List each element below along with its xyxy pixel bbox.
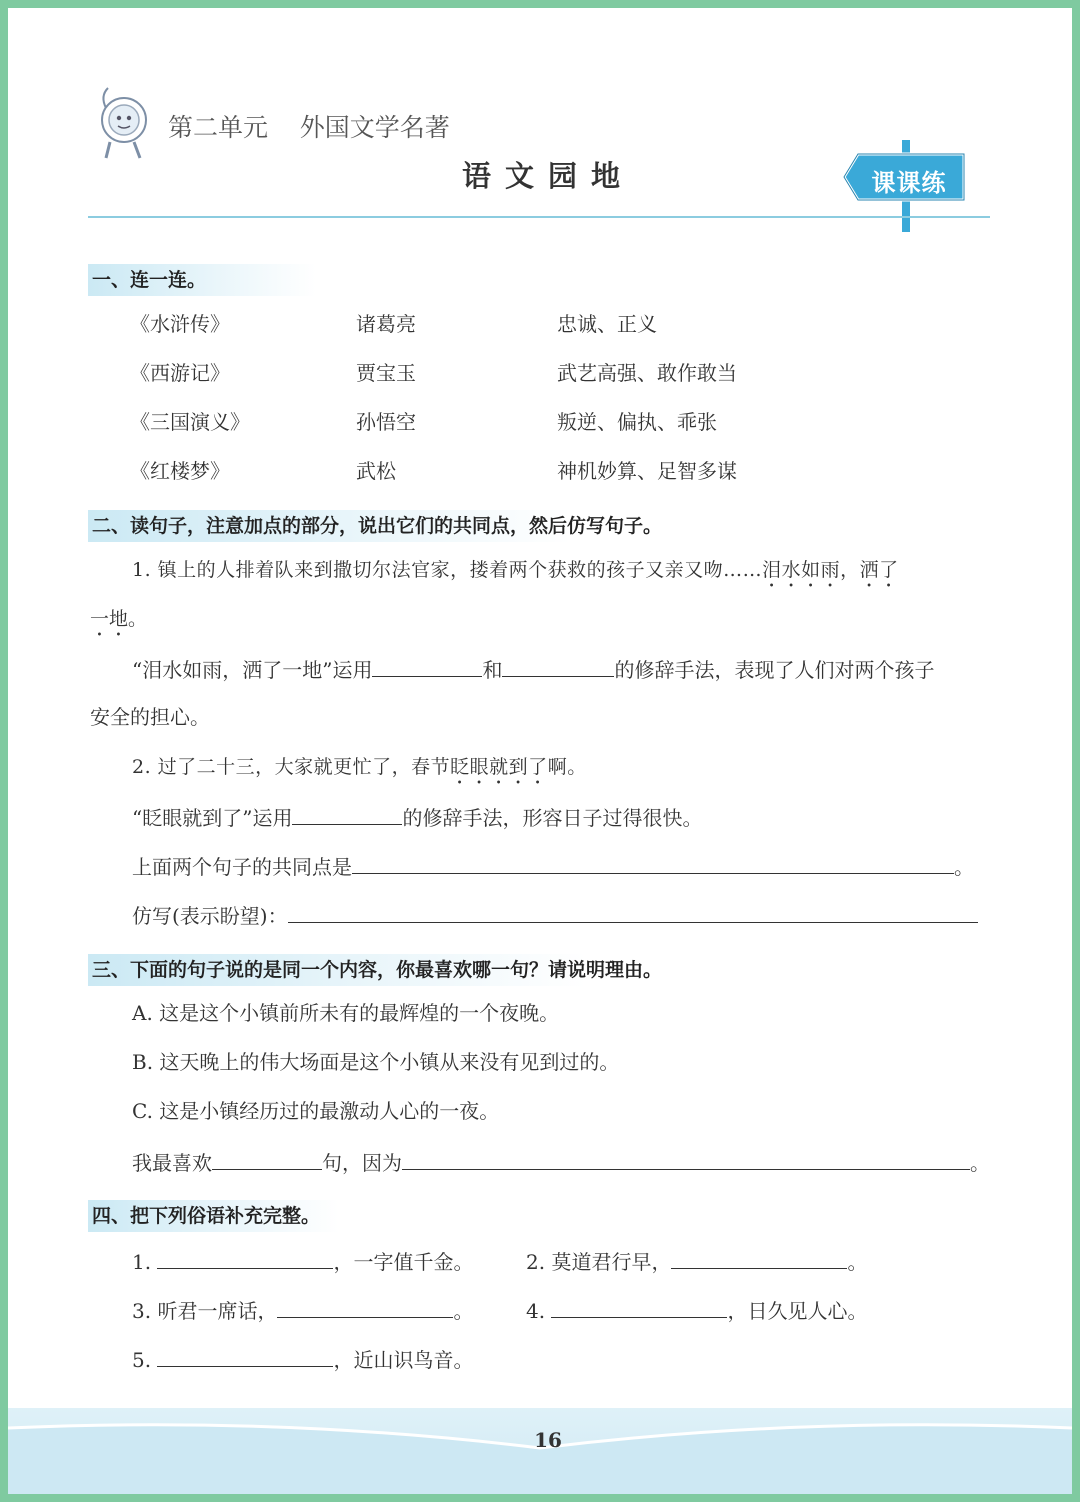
item-number: 4. — [526, 1299, 546, 1323]
page-number: 16 — [534, 1428, 562, 1452]
proverb-text: ，一字值千金。 — [333, 1250, 474, 1274]
answer-blank[interactable] — [292, 802, 402, 825]
proverb-text: 莫道君行早， — [551, 1250, 672, 1274]
question-1-sentence-cont — [90, 605, 147, 641]
prompt-end: 。 — [970, 1151, 990, 1175]
question-2-prompt — [132, 802, 702, 832]
sentence-end: 。 — [128, 608, 148, 630]
proverb-text: ，近山识鸟音。 — [333, 1348, 474, 1372]
question-1-sentence — [132, 556, 899, 592]
character-trait: 神机妙算、足智多谋 — [557, 459, 737, 483]
header-divider — [88, 216, 990, 218]
book-title: 《三国演义》 — [130, 410, 250, 434]
answer-blank[interactable] — [212, 1147, 322, 1170]
question-1-prompt-cont: 安全的担心。 — [90, 705, 210, 729]
sentence-text: 啊。 — [547, 756, 587, 778]
prompt-text: 句，因为 — [322, 1151, 402, 1175]
proverb-item — [526, 1246, 867, 1276]
prompt-end: 。 — [954, 855, 974, 879]
character-trait: 忠诚、正义 — [557, 312, 657, 336]
unit-title: 第二单元 外国文学名著 — [168, 113, 450, 142]
character-name: 孙悟空 — [356, 410, 416, 434]
proverb-item — [132, 1295, 473, 1325]
lesson-title: 语文园地 — [461, 159, 634, 193]
prompt-text: 上面两个句子的共同点是 — [132, 855, 352, 879]
character-name: 武松 — [356, 459, 396, 483]
answer-blank[interactable] — [671, 1246, 847, 1269]
answer-blank[interactable] — [551, 1295, 727, 1318]
proverb-item — [132, 1344, 473, 1374]
character-name: 诸葛亮 — [356, 312, 416, 336]
book-title: 《红楼梦》 — [130, 459, 230, 483]
proverb-item — [526, 1295, 867, 1325]
proverb-end: 。 — [847, 1250, 868, 1274]
character-trait: 叛逆、偏执、乖张 — [557, 410, 717, 434]
answer-blank[interactable] — [402, 1147, 970, 1170]
prompt-text: “眨眼就到了”运用 — [132, 806, 293, 830]
dotted-phrase: 泪水如雨，洒了 — [762, 559, 899, 581]
answer-blank[interactable] — [352, 851, 954, 874]
prompt-text: “泪水如雨，洒了一地”运用 — [132, 658, 373, 682]
character-trait: 武艺高强、敢作敢当 — [557, 361, 737, 385]
favorite-answer — [132, 1147, 990, 1177]
character-name: 贾宝玉 — [356, 361, 416, 385]
section-4-title: 四、把下列俗语补充完整。 — [88, 1200, 422, 1232]
proverb-text: ，日久见人心。 — [727, 1299, 868, 1323]
option-a: A. 这是这个小镇前所未有的最辉煌的一个夜晚。 — [132, 1001, 560, 1025]
imitate-prompt — [132, 900, 978, 930]
proverb-item — [132, 1246, 473, 1276]
answer-blank[interactable] — [157, 1344, 333, 1367]
dotted-phrase: 一地 — [90, 608, 129, 630]
sentence-text: 2. 过了二十三，大家就更忙了，春节 — [132, 756, 451, 778]
proverb-text: 听君一席话， — [157, 1299, 278, 1323]
answer-blank[interactable] — [502, 654, 614, 677]
item-number: 2. — [526, 1250, 546, 1274]
answer-blank[interactable] — [372, 654, 482, 677]
astronaut-mascot-icon — [92, 78, 162, 168]
answer-blank[interactable] — [277, 1295, 453, 1318]
book-title: 《水浒传》 — [130, 312, 230, 336]
answer-blank[interactable] — [157, 1246, 333, 1269]
prompt-text: 的修辞手法，表现了人们对两个孩子 — [614, 658, 935, 682]
badge-label: 课课练 — [871, 169, 947, 197]
dotted-phrase: 眨眼就到了 — [450, 756, 548, 778]
prompt-text: 和 — [482, 658, 503, 682]
question-2-sentence — [132, 753, 587, 789]
option-b: B. 这天晚上的伟大场面是这个小镇从来没有见到过的。 — [132, 1050, 620, 1074]
item-number: 1. — [132, 1250, 152, 1274]
option-c: C. 这是小镇经历过的最激动人心的一夜。 — [132, 1099, 500, 1123]
prompt-text: 我最喜欢 — [132, 1151, 212, 1175]
section-1-title: 一、连一连。 — [88, 264, 392, 296]
question-1-prompt — [132, 654, 934, 684]
item-number: 5. — [132, 1348, 152, 1372]
sentence-text: 1. 镇上的人排着队来到撒切尔法官家，搂着两个获救的孩子又亲又吻…… — [132, 559, 763, 581]
answer-blank[interactable] — [288, 900, 978, 923]
proverb-end: 。 — [453, 1299, 474, 1323]
section-2-title: 二、读句子，注意加点的部分，说出它们的共同点，然后仿写句子。 — [88, 510, 732, 542]
item-number: 3. — [132, 1299, 152, 1323]
section-3-title: 三、下面的句子说的是同一个内容，你最喜欢哪一句？请说明理由。 — [88, 954, 752, 986]
prompt-text: 仿写(表示盼望)： — [132, 904, 288, 928]
common-point-prompt — [132, 851, 974, 881]
prompt-text: 的修辞手法，形容日子过得很快。 — [402, 806, 703, 830]
book-title: 《西游记》 — [130, 361, 230, 385]
